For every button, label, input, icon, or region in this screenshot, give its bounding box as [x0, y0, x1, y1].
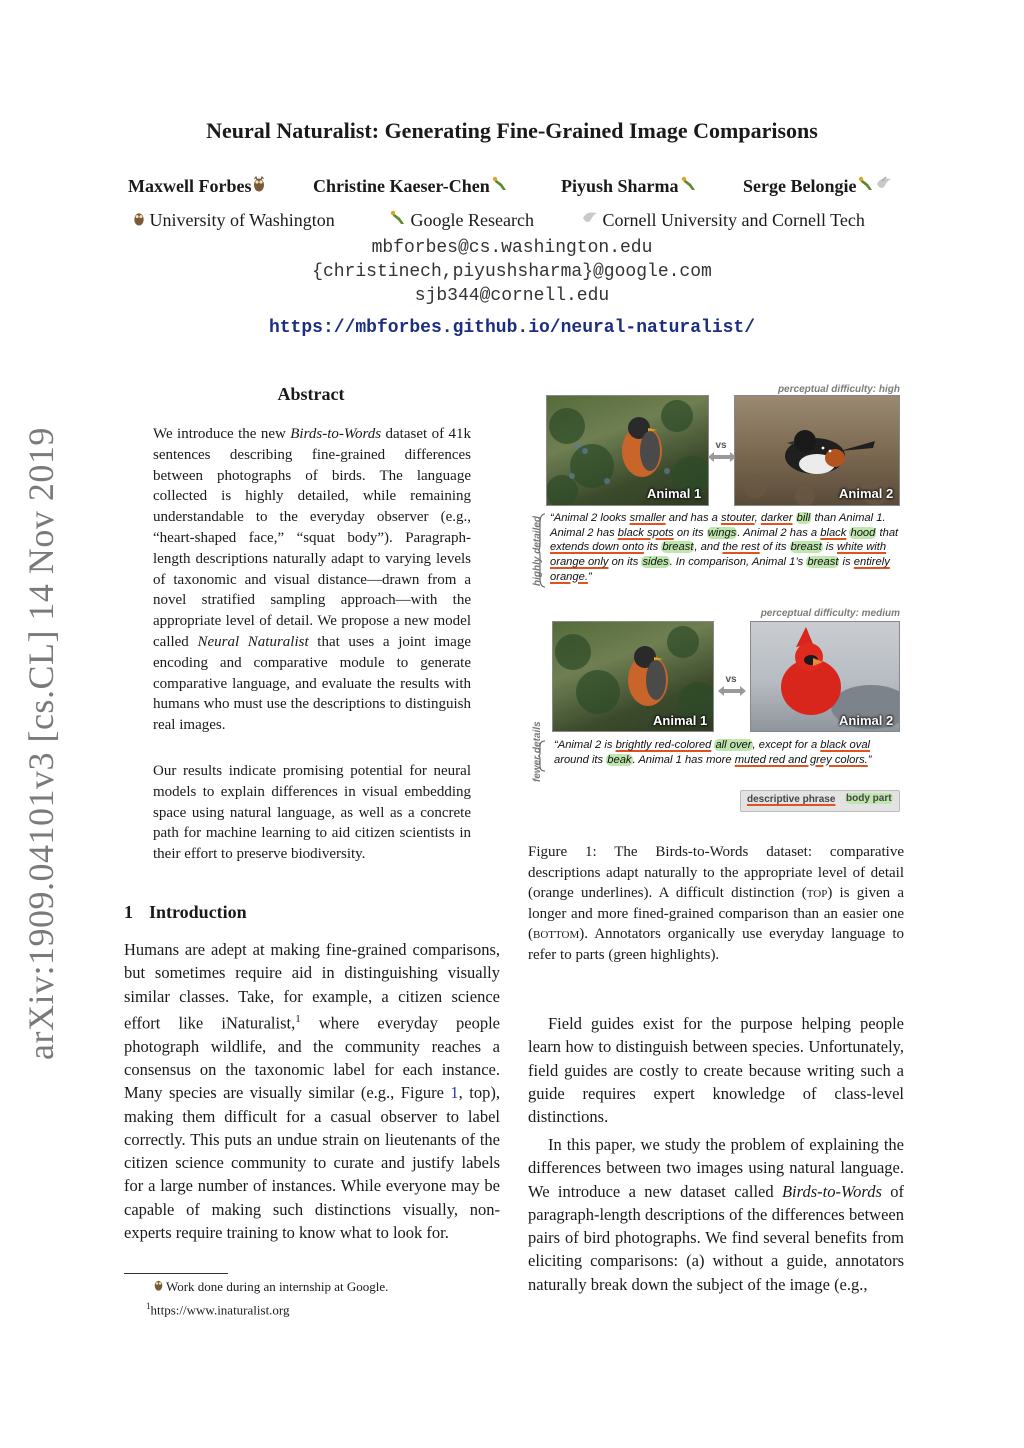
body-part: all over: [715, 739, 752, 751]
abstract-paragraph-1: We introduce the new Birds-to-Words dataset of 41k sentences describing fine-grained differences between photographs of birds. The language collected is highly detailed, while remaining understandable to the everyday observer (e.g., “heart-shaped face,” “squat body”). Paragraph-length descriptions naturally adapt to varying levels of taxonomic and visual distance—drawn from a novel stratified sampling approach—with the appropriate level of detail. We propose a new model called Neural Naturalist that uses a joint image encoding and comparative module to generate comparative language, and evaluate the results with humans who must use the descriptions to distinguish real images.: [153, 426, 472, 734]
descriptive-phrase: black oval: [820, 739, 871, 751]
difficulty-tag-medium: perceptual difficulty: medium: [760, 608, 900, 619]
comparison-text-high: [550, 511, 904, 585]
figure-1-caption: Figure 1: The Birds-to-Words dataset: comparative descriptions adapt naturally to the appropriate level of detail (orange underlines). A difficult distinction (top) is given a longer and more fined-grained comparison than an easier one (bottom). Annotators organically use everyday language to refer to parts (green highlights).: [528, 844, 904, 963]
side-label-fewer-details: fewer details: [532, 721, 543, 782]
dove-icon: [582, 210, 598, 231]
body-part: breast: [662, 541, 694, 554]
text-segment: of its: [759, 541, 790, 554]
descriptive-phrase: the rest: [722, 541, 760, 554]
figure-legend: [740, 790, 900, 812]
section-heading-introduction: 1 Introduction: [124, 902, 247, 922]
difficulty-tag-high: perceptual difficulty: high: [777, 384, 900, 395]
descriptive-phrase: brightly red-colored: [615, 739, 712, 751]
figure-ref-link[interactable]: 1: [450, 1083, 459, 1103]
affiliation-name: Cornell University and Cornell Tech: [602, 210, 865, 230]
intro-paragraph-2: Field guides exist for the purpose helping people learn how to distinguish between species. Unfortunately, field guides are costly to create because writing such a guide requires expert knowledge of class-level distinctions.: [528, 1014, 904, 1127]
dove-icon: [876, 176, 892, 197]
vs-label: vs: [715, 440, 727, 451]
affiliation-3: [580, 210, 865, 231]
descriptive-phrase: extends down onto: [550, 541, 644, 554]
text-segment: that: [876, 526, 899, 539]
footnote-internship: Work done during an internship at Google.: [152, 1278, 388, 1296]
comparison-text-medium: [554, 738, 894, 767]
abstract-heading: Abstract: [277, 384, 345, 404]
descriptive-phrase: stouter: [721, 512, 755, 524]
author-name: Christine Kaeser-Chen: [313, 176, 490, 196]
text-segment: . In comparison, Animal 1’s: [669, 556, 807, 569]
intro-paragraph-1: Humans are adept at making fine-grained comparisons, but sometimes require aid in distinguishing visually similar classes. Take, for example, a citizen science effort like iNaturalist,$^1$ where everyday people photograph wildlife, and the community reaches a consensus on the taxonomic label for each instance. Many species are visually similar (e.g., Figure 1, top), making them difficult for a casual observer to label correctly. This puts an undue strain on lieutenants of the citizen science community to curate and justify labels for a large number of instances. While everyone may be capable of making such distinctions visually, non-experts require training to know what to look for.: [124, 940, 500, 1243]
text-segment: around its: [554, 753, 607, 766]
body-part: bill: [796, 512, 811, 524]
affiliation-1: [131, 210, 335, 231]
paper-title: Neural Naturalist: Generating Fine-Grained Image Comparisons: [206, 118, 818, 143]
text-segment: “Animal 2 is: [554, 739, 616, 751]
body-part: breast: [807, 556, 839, 569]
descriptive-phrase: entirely orange.: [550, 556, 890, 583]
affiliation-name: University of Washington: [149, 210, 335, 230]
animal-2-label: Animal 2: [839, 713, 894, 728]
owl-icon: [253, 176, 265, 197]
body-part: wings: [707, 526, 737, 539]
animal-2-label: Animal 2: [839, 486, 894, 501]
parrot-icon: [390, 210, 406, 231]
text-segment: than Animal 1. Animal 2 has: [550, 512, 886, 539]
body-part: hood: [850, 526, 876, 539]
author-2: [313, 176, 508, 197]
body-part: sides: [642, 556, 669, 569]
text-segment: its: [643, 541, 662, 554]
descriptive-phrase: darker: [760, 512, 793, 524]
text-segment: on its: [608, 556, 642, 569]
parrot-icon: [858, 176, 874, 197]
email-3: sjb344@cornell.edu: [414, 286, 610, 306]
text-segment: , and: [694, 541, 723, 554]
text-segment: “Animal 2 looks: [550, 512, 630, 524]
author-1: [128, 176, 265, 197]
footnote-mark[interactable]: 1: [295, 1012, 301, 1025]
animal-1-label: Animal 1: [647, 486, 702, 501]
text-segment: is: [822, 541, 837, 554]
text-segment: . Animal 1 has more: [632, 753, 735, 766]
author-name: Piyush Sharma: [561, 176, 679, 196]
descriptive-phrase: smaller: [629, 512, 666, 524]
author-name: Maxwell Forbes: [128, 176, 252, 196]
parrot-icon: [681, 176, 697, 197]
body-part: beak: [607, 753, 632, 766]
legend-body-part: body part: [846, 793, 892, 804]
bird-photo-robin-2: [552, 621, 714, 732]
bird-photo-cardinal: [750, 621, 900, 732]
author-name: Serge Belongie: [743, 176, 857, 196]
descriptive-phrase: muted red and grey colors.: [734, 753, 868, 766]
intro-paragraph-3: In this paper, we study the problem of explaining the differences between two images using natural language. We introduce a new dataset called Birds-to-Words of paragraph-length descriptions of the differences between pairs of bird photographs. We find several benefits from eliciting comparisons: (a) without a guide, annotators naturally break down the subject of the image (e.g.,: [528, 1135, 904, 1294]
bird-photo-robin: [546, 395, 709, 506]
double-arrow-icon: [718, 686, 746, 696]
footnote-rule: [124, 1273, 228, 1274]
text-segment: ”: [587, 570, 592, 583]
owl-icon: [133, 210, 145, 231]
parrot-icon: [492, 176, 508, 197]
project-url-link[interactable]: https://mbforbes.github.io/neural-naturalist/: [268, 318, 756, 338]
affiliation-2: [388, 210, 534, 231]
figure-1: [528, 380, 904, 820]
descriptive-phrase: white with orange only: [550, 541, 887, 569]
text-segment: , except for a: [752, 739, 821, 751]
animal-1-label: Animal 1: [653, 713, 708, 728]
side-label-highly-detailed: highly detailed: [532, 515, 543, 586]
descriptive-phrase: black spots: [617, 526, 674, 539]
body-part: breast: [790, 541, 822, 554]
text-segment: . Animal 2 has a: [737, 526, 821, 539]
author-3: [561, 176, 697, 197]
email-2: {christinech,piyushsharma}@google.com: [312, 262, 712, 282]
arxiv-stamp: arXiv:1909.04101v3 [cs.CL] 14 Nov 2019: [21, 427, 61, 1060]
email-1: mbforbes@cs.washington.edu: [371, 238, 653, 258]
vs-label: vs: [725, 674, 737, 685]
text-segment: on its: [673, 526, 707, 539]
text-segment: is: [839, 556, 854, 569]
footnote-1: $^1$https://www.inaturalist.org: [146, 1301, 290, 1318]
author-4: [743, 176, 892, 197]
descriptive-phrase: black: [820, 526, 847, 539]
owl-icon: [154, 1278, 163, 1296]
text-segment: ,: [754, 512, 761, 524]
affiliation-name: Google Research: [410, 210, 534, 230]
legend-descriptive-phrase: descriptive phrase: [747, 794, 836, 805]
double-arrow-icon: [708, 452, 736, 462]
abstract-paragraph-2: Our results indicate promising potential for neural models to explain differences in visual embedding space using natural language, as well as a concrete path for machine learning to aid citizen scientists in their effort to preserve biodiversity.: [153, 763, 471, 863]
bird-photo-towhee: [734, 395, 900, 506]
text-segment: ”: [867, 753, 872, 766]
text-segment: and has a: [665, 512, 722, 524]
